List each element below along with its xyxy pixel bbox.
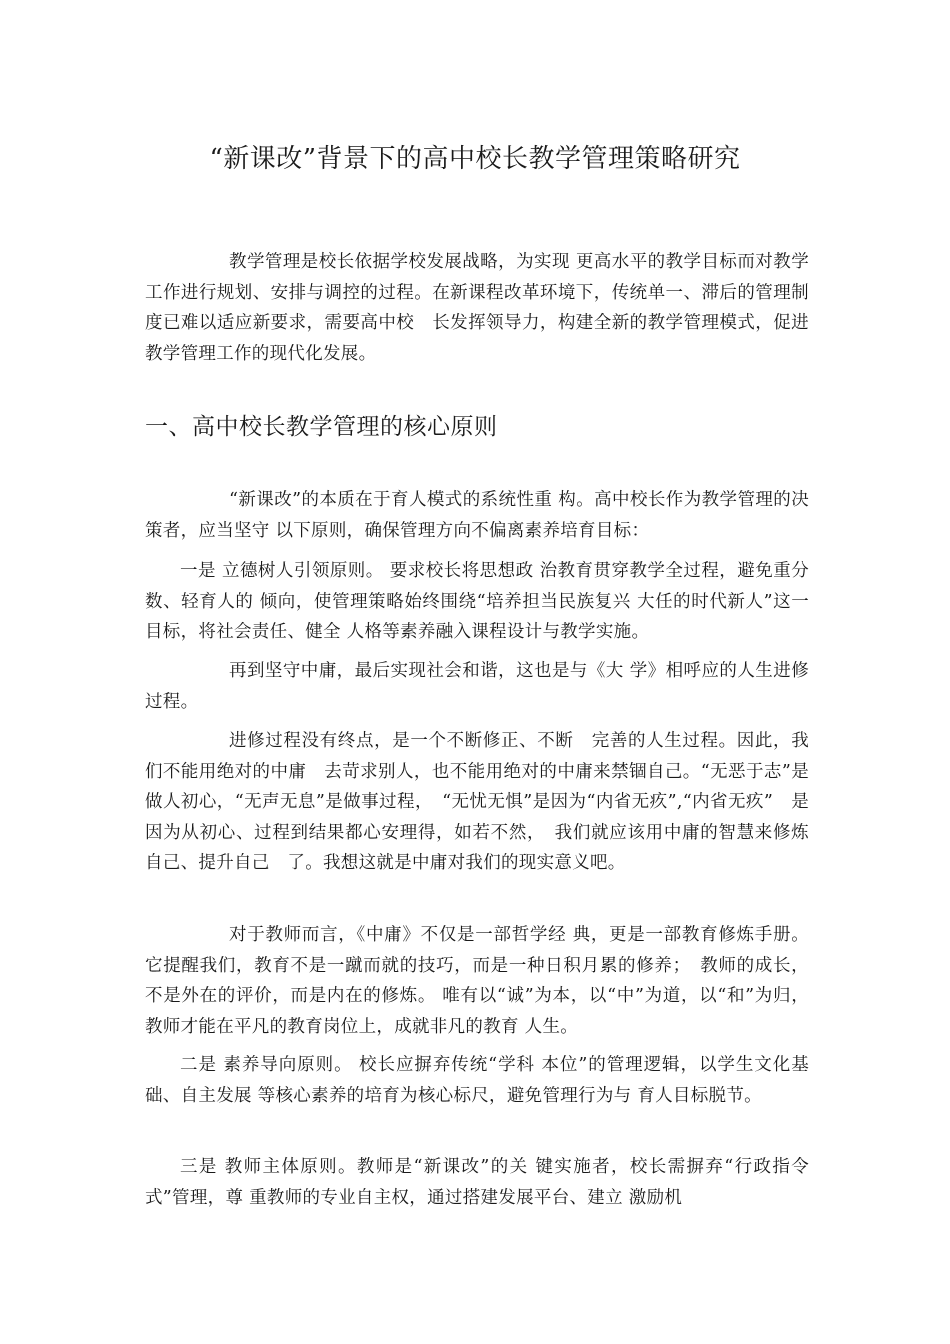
teacher-paragraph: 对于教师而言，《中庸》不仅是一部哲学经 典，更是一部教育修炼手册。它提醒我们，教育不是一蹴而就的技巧，而是一种日积月累的修养； 教师的成长，不是外在的评价，而是内在的修炼。 唯有以“诚”为本，以“中”为道，以“和”为归， 教师才能在平凡的教育岗位上，成就非凡的教育 人生。 — [145, 925, 809, 1037]
principle-three-paragraph: 三是 教师主体原则。教师是“新课改”的关 键实施者，校长需摒弃“行政指令式”管理，尊 重教师的专业自主权，通过搭建发展平台、建立 激励机 — [145, 1157, 809, 1208]
principle-one-paragraph: 一是 立德树人引领原则。 要求校长将思想政 治教育贯穿教学全过程，避免重分数、轻育人的 倾向，使管理策略始终围绕“培养担当民族复兴 大任的时代新人”这一目标，将社会责任、健全 人格等素养融入课程设计与教学实施。 — [145, 561, 809, 642]
essence-paragraph: “新课改”的本质在于育人模式的系统性重 构。高中校长作为教学管理的决策者，应当坚守 以下原则，确保管理方向不偏离素养培育目标： — [145, 490, 809, 541]
section-heading-core-principles: 一、高中校长教学管理的核心原则 — [145, 414, 498, 440]
principle-two-paragraph: 二是 素养导向原则。 校长应摒弃传统“学科 本位”的管理逻辑，以学生文化基础、自主发展 等核心素养的培育为核心标尺，避免管理行为与 育人目标脱节。 — [145, 1055, 809, 1106]
intro-paragraph: 教学管理是校长依据学校发展战略，为实现 更高水平的教学目标而对教学工作进行规划、安排与调控的过程。在新课程改革环境下，传统单一、滞后的管理制度已难以适应新要求，需要高中校 长发挥领导力，构建全新的教学管理模式，促进教学管理工作的现代化发展。 — [145, 252, 809, 364]
zhongyong-paragraph-1: 再到坚守中庸，最后实现社会和谐，这也是与《大 学》相呼应的人生进修过程。 — [145, 661, 809, 712]
document-title: “新课改”背景下的高中校长教学管理策略研究 — [209, 144, 741, 174]
zhongyong-paragraph-2: 进修过程没有终点，是一个不断修正、不断 完善的人生过程。因此，我们不能用绝对的中庸 去苛求别人，也不能用绝对的中庸来禁锢自己。“无恶于志”是做人初心，“无声无息”是做事过程， “无忧无惧”是因为“内省无疚”,“内省无疚” 是因为从初心、过程到结果都心安理得，如若不然， 我们就应该用中庸的智慧来修炼自己、提升自己 了。我想这就是中庸对我们的现实意义吧。 — [145, 731, 809, 873]
